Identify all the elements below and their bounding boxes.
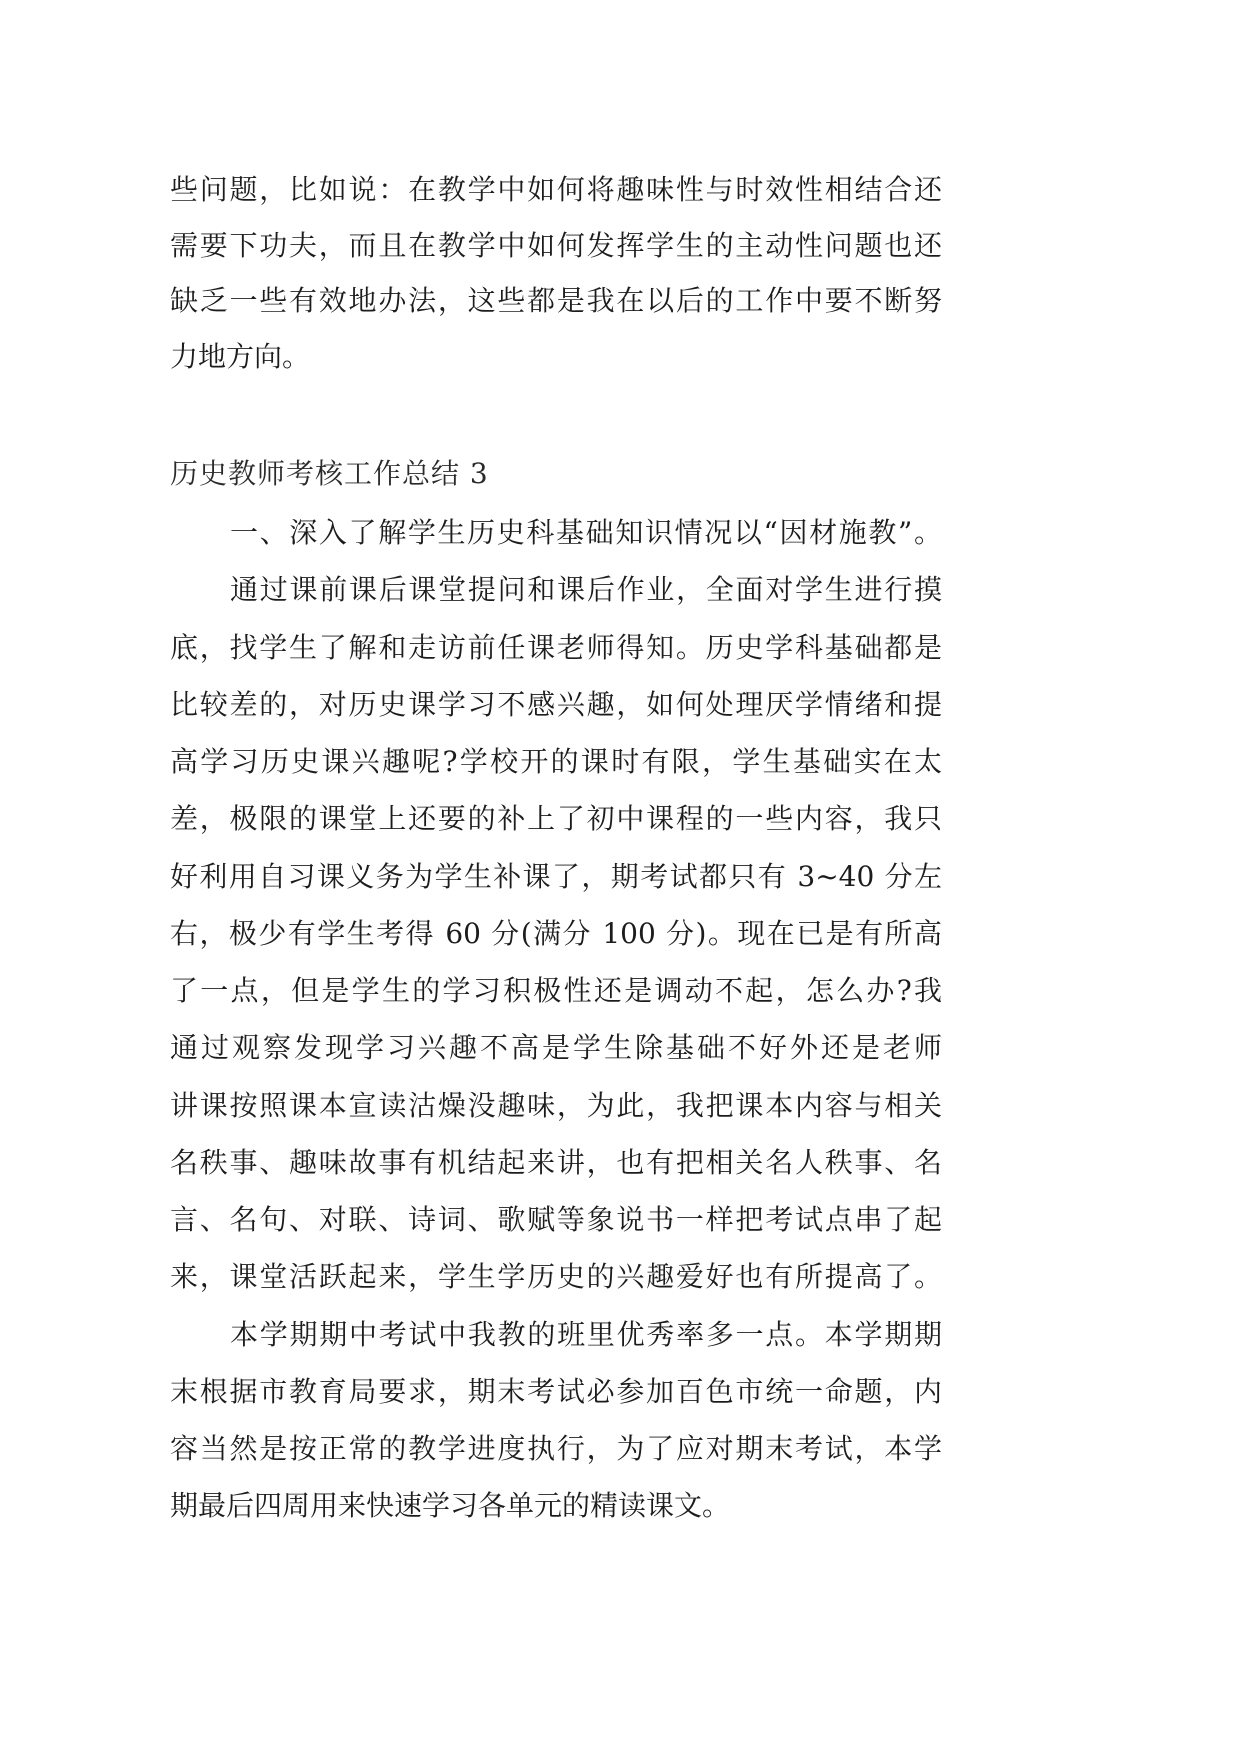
text-line: 高学习历史课兴趣呢?学校开的课时有限，学生基础实在太 [170,745,942,778]
section-body [170,504,942,1535]
text-line: 右，极少有学生考得 60 分(满分 100 分)。现在已是有所高 [170,916,942,950]
section-title-block [170,446,942,502]
text-line: 容当然是按正常的教学进度执行，为了应对期末考试，本学 [170,1432,942,1465]
continuation-paragraph [170,162,942,385]
text-line: 需要下功夫，而且在教学中如何发挥学生的主动性问题也还 [170,228,942,262]
text-line: 缺乏一些有效地办法，这些都是我在以后的工作中要不断努 [170,284,942,318]
section-title: 历史教师考核工作总结 3 [170,457,489,490]
text-line: 来，课堂活跃起来，学生学历史的兴趣爱好也有所提高了。 [170,1260,942,1294]
heading-item: 一、深入了解学生历史科基础知识情况以“因材施教”。 [230,516,942,549]
text-line: 好利用自习课义务为学生补课了，期考试都只有 3~40 分左 [170,859,942,893]
text-line: 通过观察发现学习兴趣不高是学生除基础不好外还是老师 [170,1031,942,1065]
text-line: 了一点，但是学生的学习积极性还是调动不起，怎么办?我 [170,974,942,1007]
text-line: 期最后四周用来快速学习各单元的精读课文。 [170,1489,731,1523]
text-line: 讲课按照课本宣读沽燥没趣味，为此，我把课本内容与相关 [170,1088,942,1122]
text-line: 通过课前课后课堂提问和课后作业，全面对学生进行摸 [230,573,942,607]
text-line: 差，极限的课堂上还要的补上了初中课程的一些内容，我只 [170,802,942,836]
text-line: 本学期期中考试中我教的班里优秀率多一点。本学期期 [230,1317,942,1351]
text-line: 末根据市教育局要求，期末考试必参加百色市统一命题，内 [170,1374,942,1408]
text-line: 言、名句、对联、诗词、歌赋等象说书一样把考试点串了起 [170,1203,942,1236]
text-line: 些问题，比如说：在教学中如何将趣味性与时效性相结合还 [170,173,942,206]
text-line: 力地方向。 [170,340,311,374]
text-line: 比较差的，对历史课学习不感兴趣，如何处理厌学情绪和提 [170,687,942,721]
text-line: 名秩事、趣味故事有机结起来讲，也有把相关名人秩事、名 [170,1145,942,1179]
text-line: 底，找学生了解和走访前任课老师得知。历史学科基础都是 [170,630,942,664]
